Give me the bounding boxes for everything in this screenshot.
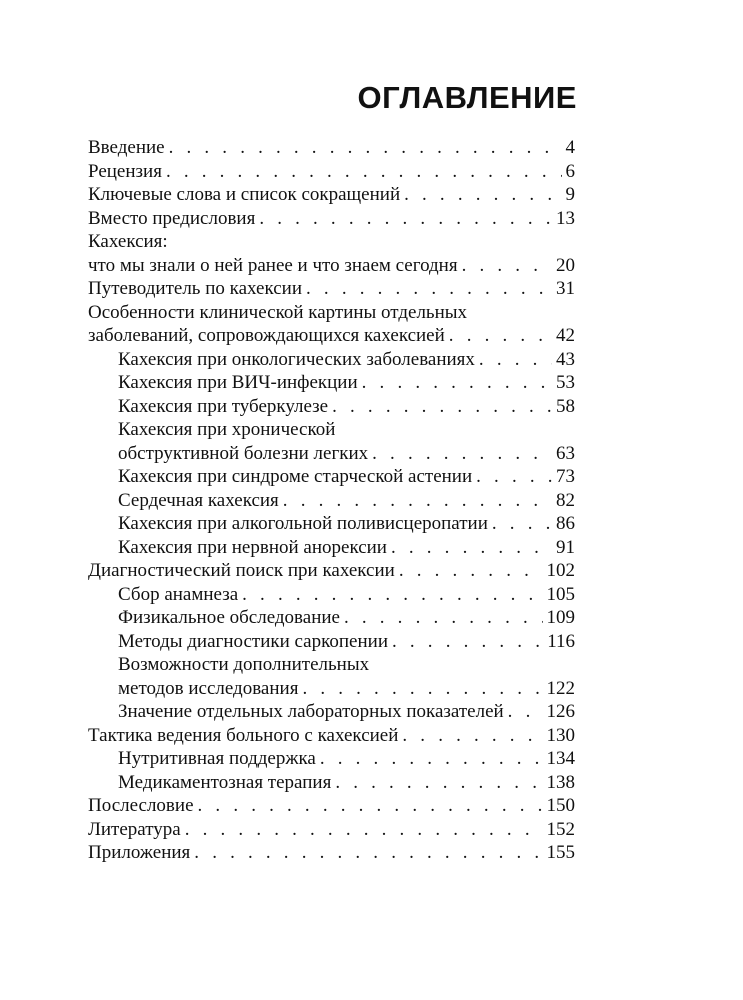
toc-entry-row (88, 136, 575, 160)
toc-subentry[interactable] (118, 583, 575, 607)
toc-entry-row (118, 630, 575, 654)
toc-entry[interactable] (88, 724, 575, 748)
toc-page-number: 58 (556, 395, 575, 417)
dot-leader (283, 489, 552, 513)
toc-page-number: 126 (546, 701, 575, 722)
toc-entry-row (88, 559, 575, 583)
toc-page-number: 152 (546, 818, 575, 840)
toc-entry[interactable] (88, 841, 575, 865)
dot-leader (492, 512, 552, 536)
toc-entry-row (88, 724, 575, 748)
toc-entry-title: Послесловие (88, 795, 194, 816)
toc-entry-row (118, 536, 575, 560)
page-title: ОГЛАВЛЕНИЕ (357, 80, 577, 115)
toc-page-number: 138 (546, 771, 575, 793)
dot-leader (372, 442, 552, 466)
toc-page-number: 130 (546, 724, 575, 746)
toc-entry-title: заболеваний, сопровождающихся кахексией (88, 325, 445, 346)
toc-entry-row (88, 324, 575, 348)
dot-leader (449, 324, 552, 348)
dot-leader (402, 724, 542, 748)
toc-entry[interactable] (88, 559, 575, 583)
toc-subentry[interactable] (118, 700, 575, 724)
table-of-contents (88, 136, 575, 865)
toc-entry-title-line: Кахексия при хронической (118, 419, 336, 440)
toc-entry-row (118, 606, 575, 630)
toc-entry[interactable] (88, 277, 575, 301)
dot-leader (169, 136, 562, 160)
toc-subentry[interactable] (118, 418, 575, 465)
toc-page-number: 105 (546, 583, 575, 605)
toc-subentry[interactable] (118, 512, 575, 536)
toc-entry-row (118, 512, 575, 536)
dot-leader (242, 583, 542, 607)
toc-entry-title: Приложения (88, 842, 191, 863)
toc-entry-row (88, 841, 575, 865)
toc-entry-row (118, 700, 575, 724)
toc-subentry[interactable] (118, 771, 575, 795)
toc-entry-title-line: Особенности клинической картины отдельных (88, 301, 468, 323)
toc-entry-row (118, 442, 575, 466)
toc-page-number: 82 (556, 489, 575, 511)
toc-subentry[interactable] (118, 630, 575, 654)
toc-entry-title: Рецензия (88, 160, 162, 182)
toc-entry-title-line: Возможности дополнительных (118, 654, 370, 675)
toc-entry-title: Значение отдельных лабораторных показателей (118, 701, 504, 722)
toc-entry-row (88, 207, 575, 231)
toc-subentry[interactable] (118, 371, 575, 395)
dot-leader (259, 207, 552, 231)
toc-page-number: 31 (556, 278, 575, 299)
dot-leader (404, 183, 561, 207)
toc-entry-title: что мы знали о ней ранее и что знаем сегодня (88, 254, 458, 276)
toc-page-number: 43 (556, 348, 575, 370)
toc-subentry[interactable] (118, 465, 575, 489)
dot-leader (392, 630, 543, 654)
toc-page-number: 20 (556, 254, 575, 276)
toc-entry-row (118, 771, 575, 795)
dot-leader (332, 395, 552, 419)
toc-subentry[interactable] (118, 653, 575, 700)
toc-entry-row (88, 183, 575, 207)
toc-subentry[interactable] (118, 747, 575, 771)
dot-leader (194, 841, 542, 865)
toc-entry[interactable] (88, 136, 575, 160)
toc-page-number: 63 (556, 442, 575, 464)
toc-page-number: 134 (546, 748, 575, 769)
toc-entry-title: методов исследования (118, 677, 299, 699)
toc-entry-title: Сбор анамнеза (118, 583, 239, 605)
toc-entry-row (118, 489, 575, 513)
toc-entry-title: Вместо предисловия (88, 207, 256, 229)
toc-page-number: 109 (546, 607, 575, 628)
toc-entry-row (88, 160, 575, 184)
toc-entry-title: Физикальное обследование (118, 607, 340, 628)
dot-leader (320, 747, 543, 771)
toc-entry-title-line: Кахексия: (88, 231, 168, 252)
dot-leader (185, 818, 543, 842)
toc-page-number: 6 (565, 160, 575, 182)
toc-page-number: 4 (565, 137, 575, 158)
toc-entry-row (118, 348, 575, 372)
toc-entry-title: обструктивной болезни легких (118, 442, 369, 464)
toc-page-number: 91 (556, 536, 575, 558)
toc-entry-title: Кахексия при туберкулезе (118, 395, 329, 417)
toc-entry-row (88, 277, 575, 301)
toc-entry[interactable] (88, 183, 575, 207)
toc-page-number: 155 (546, 842, 575, 863)
dot-leader (302, 677, 542, 701)
dot-leader (462, 254, 552, 278)
toc-entry-row (118, 677, 575, 701)
toc-page-number: 86 (556, 513, 575, 534)
toc-page-number: 53 (556, 372, 575, 393)
toc-entry[interactable] (88, 207, 575, 231)
dot-leader (479, 348, 552, 372)
toc-subentry[interactable] (118, 395, 575, 419)
toc-entry[interactable] (88, 230, 575, 277)
toc-entry-row (118, 371, 575, 395)
toc-entry-row (88, 254, 575, 278)
toc-entry-title: Путеводитель по кахексии (88, 278, 303, 299)
toc-entry-title: Медикаментозная терапия (118, 771, 332, 793)
toc-page-number: 42 (556, 325, 575, 346)
toc-entry[interactable] (88, 160, 575, 184)
toc-subentry[interactable] (118, 606, 575, 630)
toc-entry-title: Кахексия при онкологических заболеваниях (118, 348, 475, 370)
dot-leader (391, 536, 552, 560)
dot-leader (362, 371, 552, 395)
toc-entry[interactable] (88, 818, 575, 842)
toc-entry-title: Нутритивная поддержка (118, 748, 316, 769)
toc-entry[interactable] (88, 301, 575, 348)
toc-page-number: 150 (546, 795, 575, 816)
toc-entry-title: Ключевые слова и список сокращений (88, 184, 401, 205)
dot-leader (306, 277, 552, 301)
toc-page-number: 102 (546, 560, 575, 581)
toc-entry-row (118, 583, 575, 607)
toc-entry[interactable] (88, 794, 575, 818)
toc-page-number: 13 (556, 207, 575, 229)
toc-page-number: 9 (565, 184, 575, 205)
toc-entry-title: Сердечная кахексия (118, 489, 279, 511)
toc-entry-row (118, 395, 575, 419)
dot-leader (476, 465, 552, 489)
dot-leader (335, 771, 542, 795)
toc-subentry[interactable] (118, 489, 575, 513)
toc-entry-title: Тактика ведения больного с кахексией (88, 724, 399, 746)
toc-entry-title: Кахексия при ВИЧ-инфекции (118, 372, 358, 393)
toc-entry-title: Введение (88, 137, 165, 158)
toc-entry-row (118, 465, 575, 489)
toc-page-number: 73 (556, 466, 575, 487)
toc-entry-title: Диагностический поиск при кахексии (88, 560, 395, 581)
dot-leader (399, 559, 543, 583)
toc-entry-title: Литература (88, 818, 181, 840)
dot-leader (344, 606, 543, 630)
toc-entry-row (88, 794, 575, 818)
toc-subentry[interactable] (118, 348, 575, 372)
toc-subentry[interactable] (118, 536, 575, 560)
dot-leader (198, 794, 543, 818)
dot-leader (166, 160, 562, 184)
toc-entry-row (118, 747, 575, 771)
toc-page-number: 116 (547, 630, 575, 652)
toc-entry-title: Методы диагностики саркопении (118, 630, 388, 652)
toc-entry-title: Кахексия при алкогольной поливисцеропатии (118, 513, 488, 534)
toc-entry-row (88, 818, 575, 842)
toc-entry-title: Кахексия при синдроме старческой астении (118, 466, 473, 487)
toc-entry-title: Кахексия при нервной анорексии (118, 536, 387, 558)
dot-leader (508, 700, 543, 724)
toc-page-number: 122 (546, 677, 575, 699)
